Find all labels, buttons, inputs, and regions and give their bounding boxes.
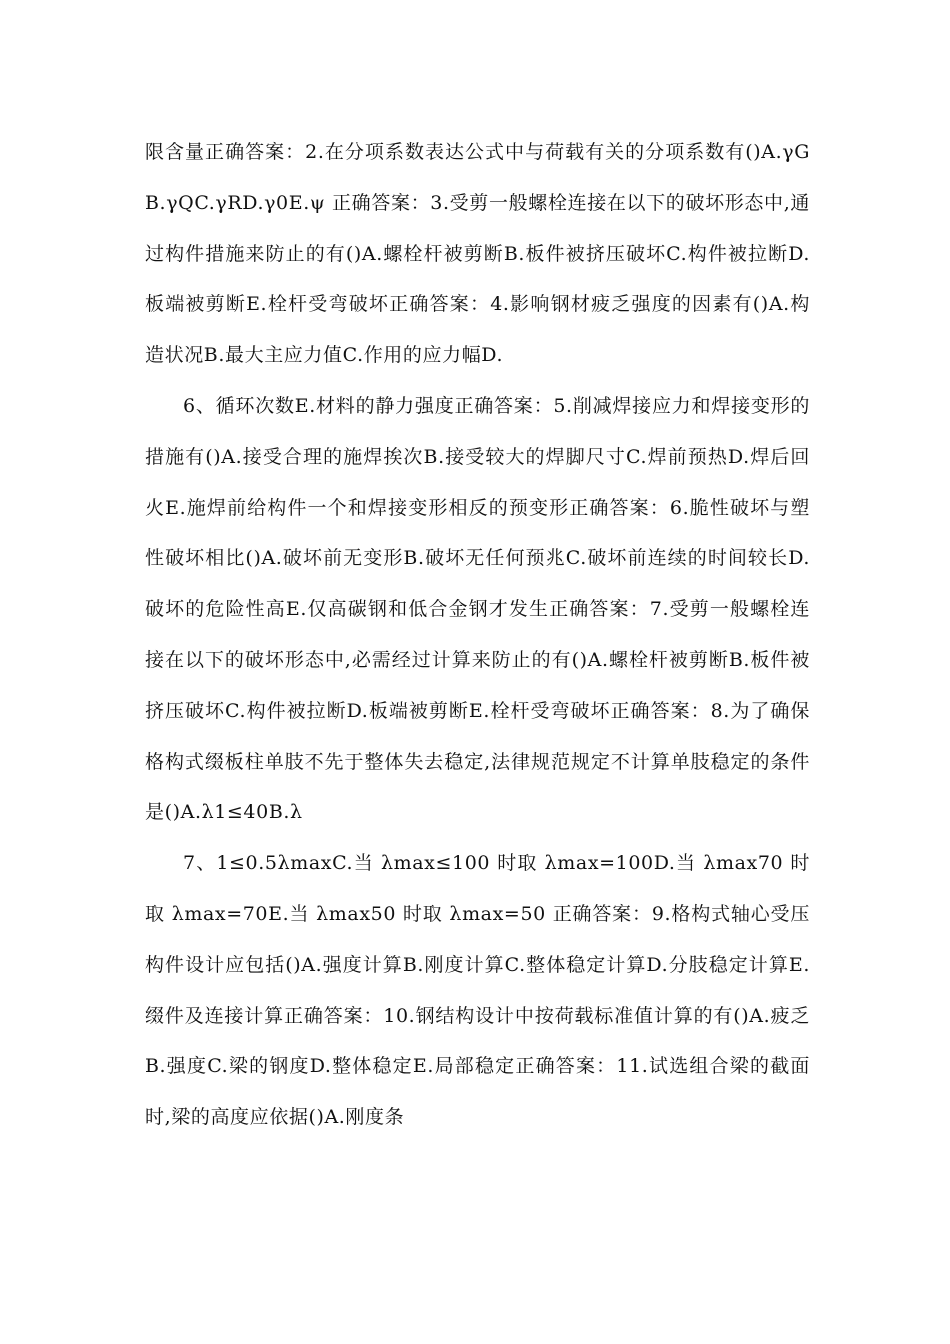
paragraph-3: 7、1≤0.5λmaxC.当 λmax≤100 时取 λmax=100D.当 λmax70 时取 λmax=70E.当 λmax50 时取 λmax=50 正确答案：9.格构式轴心受压构件设计应包括()A.强度计算B.刚度计算C.整体稳定计算D.分肢稳定计算E.缀件及连接计算正确答案：10.钢结构设计中按荷载标准值计算的有()A.疲乏B.强度C.梁的钢度D.整体稳定E.局部稳定正确答案：11.试选组合梁的截面时,梁的高度应依据()A.刚度条 — [145, 852, 810, 1129]
paragraph-2: 6、循环次数E.材料的静力强度正确答案：5.削减焊接应力和焊接变形的措施有()A.接受合理的施焊挨次B.接受较大的焊脚尺寸C.焊前预热D.焊后回火E.施焊前给构件一个和焊接变形相反的预变形正确答案：6.脆性破坏与塑性破坏相比()A.破坏前无变形B.破坏无任何预兆C.破坏前连续的时间较长D.破坏的危险性高E.仅高碳钢和低合金钢才发生正确答案：7.受剪一般螺栓连接在以下的破坏形态中,必需经过计算来防止的有()A.螺栓杆被剪断B.板件被挤压破坏C.构件被拉断D.板端被剪断E.栓杆受弯破坏正确答案：8.为了确保格构式缀板柱单肢不先于整体失去稳定,法律规范规定不计算单肢稳定的条件是()A.λ1≤40B.λ — [145, 394, 810, 824]
paragraph-1: 限含量正确答案：2.在分项系数表达公式中与荷载有关的分项系数有()A.γGB.γQC.γRD.γ0E.ψ 正确答案：3.受剪一般螺栓连接在以下的破坏形态中,通过构件措施来防止的有()A.螺栓杆被剪断B.板件被挤压破坏C.构件被拉断D.板端被剪断E.栓杆受弯破坏正确答案：4.影响钢材疲乏强度的因素有()A.构造状况B.最大主应力值C.作用的应力幅D. — [145, 141, 810, 367]
document-body — [145, 127, 810, 1143]
